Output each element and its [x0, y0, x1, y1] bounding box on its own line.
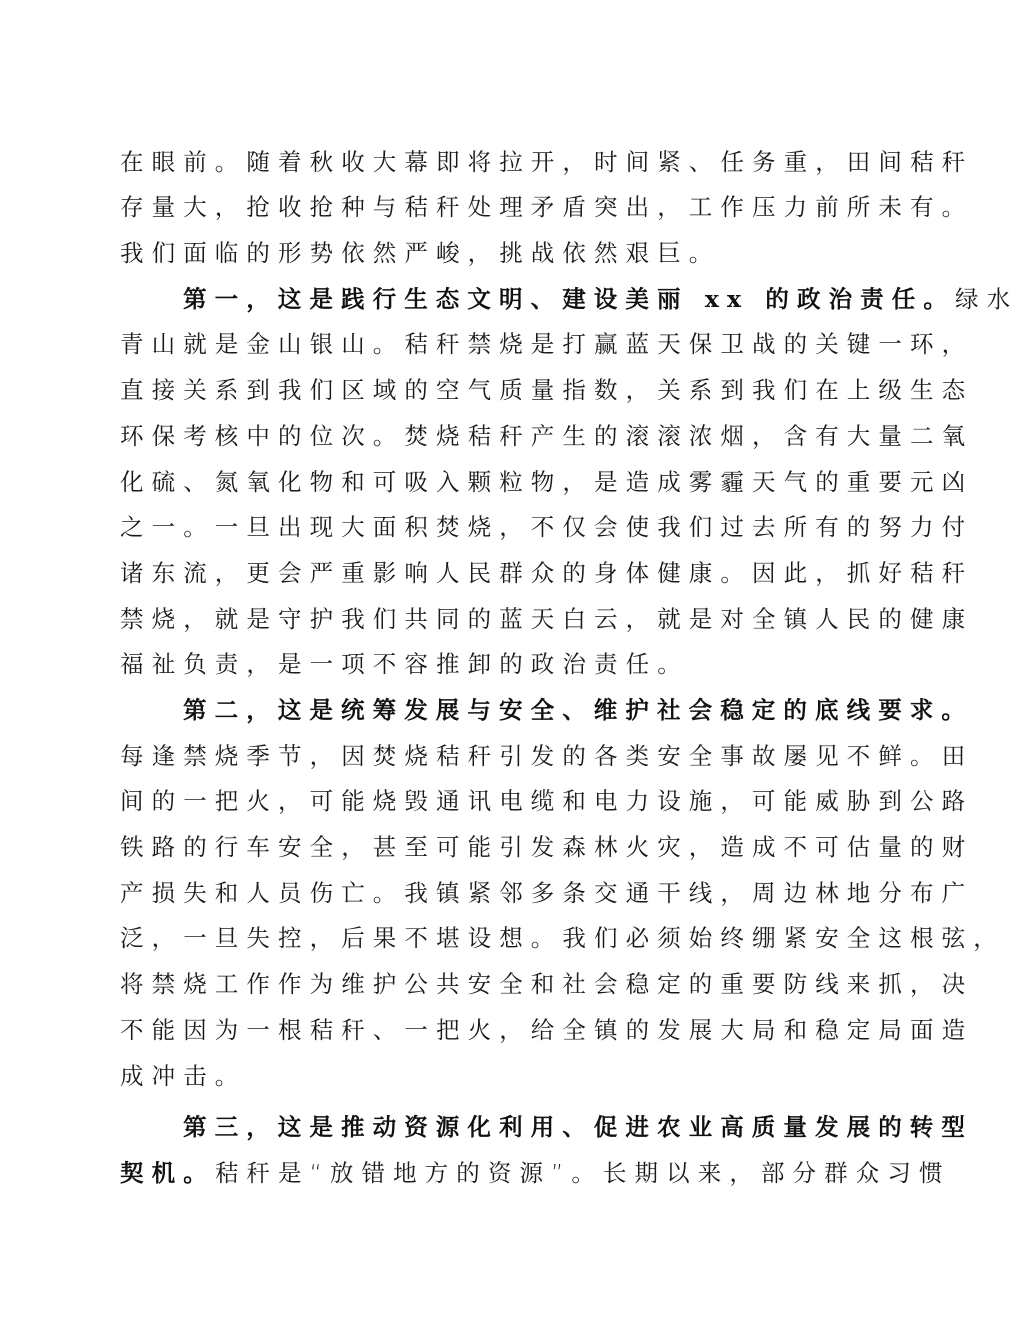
text-line — [120, 877, 974, 909]
text-line — [120, 557, 974, 589]
text-line — [120, 237, 840, 269]
paragraph-text: 禁烧，就是守护我们共同的蓝天白云，就是对全镇人民的健康 — [120, 605, 974, 633]
text-line — [120, 511, 974, 543]
text-line — [183, 283, 1018, 315]
text-line — [120, 1014, 974, 1046]
text-line — [120, 785, 974, 817]
paragraph-text: 存量大，抢收抢种与秸秆处理矛盾突出，工作压力前所未有。 — [120, 193, 974, 221]
text-line — [120, 374, 974, 406]
paragraph-text: 将禁烧工作作为维护公共安全和社会稳定的重要防线来抓，决 — [120, 970, 974, 998]
paragraph-text: 之一。一旦出现大面积焚烧，不仅会使我们过去所有的努力付 — [120, 513, 974, 541]
text-line — [120, 831, 974, 863]
text-line — [183, 694, 973, 726]
text-line — [120, 922, 1005, 954]
paragraph-heading: 第三，这是推动资源化利用、促进农业高质量发展的转型 — [183, 1113, 973, 1141]
paragraph-text: 铁路的行车安全，甚至可能引发森林火灾，造成不可估量的财 — [120, 833, 974, 861]
text-line — [183, 1111, 973, 1143]
paragraph-heading: 第一，这是践行生态文明、建设美丽 xx 的政治责任。 — [183, 285, 955, 313]
paragraph-text: 绿水 — [954, 285, 1018, 313]
paragraph-text: 产损失和人员伤亡。我镇紧邻多条交通干线，周边林地分布广 — [120, 879, 974, 907]
text-line — [120, 968, 974, 1000]
text-line — [120, 191, 974, 223]
paragraph-text: 不能因为一根秸秆、一把火，给全镇的发展大局和稳定局面造 — [120, 1016, 974, 1044]
paragraph-text: 福祉负责，是一项不容推卸的政治责任。 — [120, 650, 689, 678]
paragraph-heading: 第二，这是统筹发展与安全、维护社会稳定的底线要求。 — [183, 696, 973, 724]
paragraph-text: 青山就是金山银山。秸秆禁烧是打赢蓝天保卫战的关键一环， — [120, 330, 974, 358]
paragraph-text: 直接关系到我们区域的空气质量指数，关系到我们在上级生态 — [120, 376, 974, 404]
paragraph-text: 成冲击。 — [120, 1062, 247, 1090]
paragraph-text: 每逢禁烧季节，因焚烧秸秆引发的各类安全事故屡见不鲜。田 — [120, 742, 974, 770]
text-line — [120, 146, 974, 178]
paragraph-text: 环保考核中的位次。焚烧秸秆产生的滚滚浓烟，含有大量二氧 — [120, 422, 974, 450]
paragraph-text: 在眼前。随着秋收大幕即将拉开，时间紧、任务重，田间秸秆 — [120, 148, 974, 176]
paragraph-text: 间的一把火，可能烧毁通讯电缆和电力设施，可能威胁到公路 — [120, 787, 974, 815]
text-line — [120, 648, 840, 680]
paragraph-heading: 契机。 — [120, 1159, 215, 1187]
text-line — [120, 466, 974, 498]
paragraph-text: 化硫、氮氧化物和可吸入颗粒物，是造成雾霾天气的重要元凶 — [120, 468, 974, 496]
text-line — [120, 1060, 840, 1092]
text-line — [120, 1157, 951, 1189]
paragraph-text: 诸东流，更会严重影响人民群众的身体健康。因此，抓好秸秆 — [120, 559, 974, 587]
paragraph-text: 秸秆是“放错地方的资源”。长期以来，部分群众习惯 — [214, 1159, 951, 1187]
paragraph-text: 泛，一旦失控，后果不堪设想。我们必须始终绷紧安全这根弦， — [120, 924, 1005, 952]
paragraph-text: 我们面临的形势依然严峻，挑战依然艰巨。 — [120, 239, 721, 267]
text-line — [120, 740, 974, 772]
text-line — [120, 603, 974, 635]
text-line — [120, 420, 974, 452]
text-line — [120, 328, 974, 360]
